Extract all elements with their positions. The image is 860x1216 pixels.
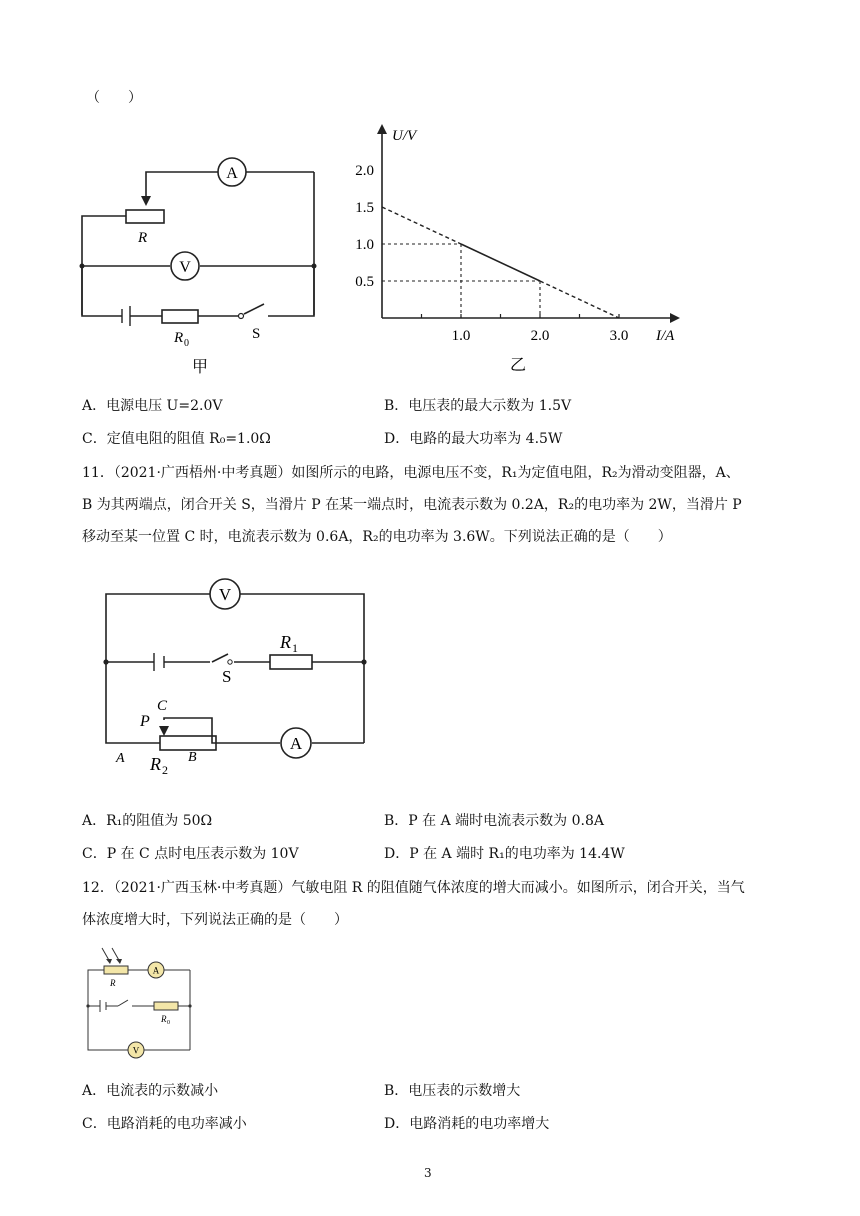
ui-line-extension-left	[382, 207, 461, 244]
y-tick-label: 1.0	[355, 237, 374, 253]
q12-ammeter-label: A	[152, 965, 160, 976]
q11-r2-sub: 2	[162, 763, 168, 777]
q12-stem-line1: 12．（2021·广西玉林·中考真题）气敏电阻 R 的阻值随气体浓度的增大而减小。如图所示，闭合开关，当气	[82, 880, 745, 896]
q10-option-a[interactable]: A．电源电压 U=2.0V	[82, 398, 223, 414]
q11-option-a[interactable]: A．R₁的阻值为 50Ω	[82, 813, 213, 829]
q11-stem-line3: 移动至某一位置 C 时，电流表示数为 0.6A，R₂的电功率为 3.6W。下列说法正确的是（ ）	[82, 529, 672, 545]
q11-stem-line1: 11．（2021·广西梧州·中考真题）如图所示的电路，电源电压不变，R₁为定值电阻，R₂为滑动变阻器，A、	[82, 465, 740, 481]
x-tick-label: 2.0	[530, 328, 550, 344]
q12-option-d[interactable]: D．电路消耗的电功率增大	[384, 1116, 550, 1132]
resistor-r0-label: R	[174, 330, 184, 346]
figure-caption-jia: 甲	[191, 359, 209, 376]
q11-r2-label: R	[150, 754, 161, 774]
q12-voltmeter-label: V	[132, 1045, 140, 1056]
q11-stem-line2: B 为其两端点，闭合开关 S，当滑片 P 在某一端点时，电流表示数为 0.2A，R₂的电功率为 2W，当滑片 P	[82, 497, 742, 513]
q11-option-c[interactable]: C．P 在 C 点时电压表示数为 10V	[82, 846, 299, 862]
answer-paren: （ ）	[86, 90, 142, 106]
x-axis-label: I/A	[656, 328, 675, 344]
ui-line-solid	[461, 244, 540, 281]
q12-r0-label: R	[161, 1014, 167, 1024]
q10-option-b[interactable]: B．电压表的最大示数为 1.5V	[384, 398, 572, 414]
figure-caption-yi: 乙	[509, 357, 527, 374]
y-tick-label: 2.0	[355, 163, 374, 179]
q11-switch-label: S	[222, 667, 232, 686]
q12-r0-sub: 0	[167, 1020, 170, 1026]
y-axis-label: U/V	[392, 128, 417, 144]
q12-circuit-figure	[82, 944, 222, 1064]
q12-option-c[interactable]: C．电路消耗的电功率减小	[82, 1116, 247, 1132]
q11-voltmeter-label: V	[218, 585, 232, 604]
q10-option-d[interactable]: D．电路的最大功率为 4.5W	[384, 431, 563, 447]
q12-option-a[interactable]: A．电流表的示数减小	[82, 1083, 219, 1099]
q12-stem-line2: 体浓度增大时，下列说法正确的是（ ）	[82, 912, 348, 928]
q11-point-c-label: C	[157, 698, 168, 714]
x-tick-label: 1.0	[451, 328, 471, 344]
q10-option-c[interactable]: C．定值电阻的阻值 R₀=1.0Ω	[82, 431, 271, 447]
q11-circuit-figure	[96, 570, 386, 780]
q11-end-b-label: B	[188, 750, 197, 765]
y-tick-label: 0.5	[355, 274, 374, 290]
q12-option-b[interactable]: B．电压表的示数增大	[384, 1083, 521, 1099]
y-tick-label: 1.5	[355, 200, 374, 216]
q11-option-d[interactable]: D．P 在 A 端时 R₁的电功率为 14.4W	[384, 846, 625, 862]
resistor-r-label: R	[138, 230, 148, 246]
q11-ammeter-label: A	[289, 734, 303, 753]
q10-ui-graph	[340, 118, 700, 378]
ammeter-label: A	[226, 165, 238, 182]
q11-r1-sub: 1	[292, 641, 298, 655]
q11-slider-p-label: P	[140, 713, 150, 730]
switch-s-label: S	[252, 326, 261, 342]
ui-line-extension-right	[540, 281, 619, 318]
resistor-r0-sub: 0	[184, 338, 189, 349]
page-number: 3	[424, 1166, 432, 1180]
q11-end-a-label: A	[116, 751, 125, 766]
x-tick-label: 3.0	[609, 328, 629, 344]
q10-circuit-figure	[78, 150, 328, 380]
q12-r-label: R	[110, 978, 116, 988]
q11-option-b[interactable]: B．P 在 A 端时电流表示数为 0.8A	[384, 813, 604, 829]
q11-r1-label: R	[280, 632, 291, 652]
voltmeter-label: V	[179, 259, 191, 276]
